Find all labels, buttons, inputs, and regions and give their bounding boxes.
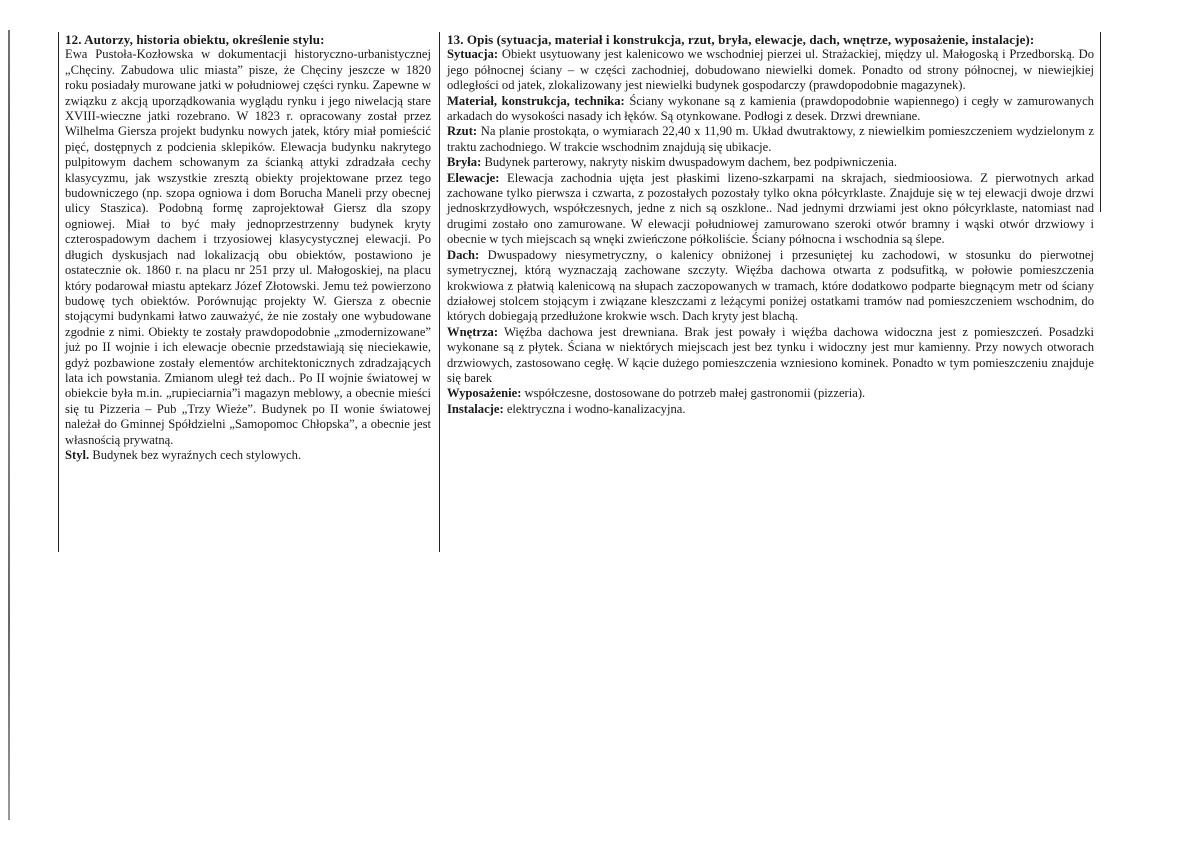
section-12-column [65, 32, 431, 463]
description-item-dach [447, 248, 1094, 325]
style-label: Styl. [65, 447, 90, 462]
item-text: Obiekt usytuowany jest kalenicowo we wschodniej pierzei ul. Strażackiej, między ul. Małogoską i Przedborską. Do jego północnej ściany – w części zachodniej, dobudowano niewielki domek. Ponadto od strony północnej, w niewiejkiej odległości od jatek, zlokalizowany jest niewielki budynek gospodarczy (prawdopodobnie magazynek). [447, 47, 1094, 93]
style-paragraph [65, 448, 431, 463]
style-text: Budynek bez wyraźnych cech stylowych. [92, 447, 302, 462]
section-13-column [447, 32, 1094, 417]
item-text: Elewacja zachodnia ujęta jest płaskimi lizeno-szkarpami na skrajach, siedmioosiowa. Z pierwotnych arkad zachowane tylko pierwsza i czwarta, z pozostałych pozostały tylko okna półcyrklaste. Znajduje się w tej elewacji dwoje drzwi jednoskrzydłowych, współczesnych, jedne z nich są oszklone.. Nad jednymi drzwiami jest okno półcyrklaste, natomiast nad drugimi zostało ono zamurowane. W elewacji południowej zamurowano szeroki otwór bramny i wąski otwór drzwiowy i obecnie w tych miejscach są wnęki zwieńczone półkoliście. Ściany północna i wschodnia są ślepe. [447, 170, 1095, 247]
table-column-divider [439, 32, 440, 552]
description-item-bryla [447, 155, 1094, 170]
table-left-border [58, 32, 59, 552]
section-13-heading: 13. Opis (sytuacja, materiał i konstrukcja, rzut, bryła, elewacje, dach, wnętrze, wyposażenie, instalacje): [447, 32, 1035, 47]
item-label: Instalacje: [447, 401, 504, 416]
description-item-instalacje [447, 402, 1094, 417]
section-12-body: Ewa Pustoła-Kozłowska w dokumentacji historyczno-urbanistycznej „Chęciny. Zabudowa ulic miasta” pisze, że Chęciny jeszcze w 1820 roku posiadały murowane jatki w południowej części rynku. Zapewne w związku z akcją uporządkowania wyglądu rynku i jego niwelacją stare XVIII-wieczne jatki rozebrano. W 1823 r. opracowany został przez Wilhelma Giersza projekt budynku nowych jatek, który miał pomieścić pięć, dostępnych z podcienia sklepików. Elewacja budynku nakrytego pulpitowym dachem schowanym za ścianką attyki zdradzała cechy klasycyzmu, jak wszystkie zresztą obiekty projektowane przez tego budowniczego (np. szopa ogniowa i dom Borucha Maneli przy obecnej ulicy Staszica). Podobną formę zaprojektował Giersz dla szopy ogniowej. Miał to być mały jednoprzestrzenny budynek kryty czterospadowym dachem i trzyosiowej klasycystycznej elewacji. Po długich dyskusjach nad lokalizacją obu obiektów, postawiono je ostatecznie ok. 1860 r. na placu nr 251 przy ul. Małogoskiej, na placu który podarował miastu aptekarz Józef Złotowski. Jemu też powierzono budowę tych obiektów. Porównując projekty W. Giersza z obecnie stojącymi budynkami łatwo zauważyć, że nie zostały one wybudowane zgodnie z nimi. Obiekty te zostały prawdopodobnie „zmodernizowane” już po II wojnie i ich elewacje obecnie przedstawiają się nieciekawie, gdyż pozbawione zostały elementów architektonicznych zdradzających lata ich powstania. Zmianom uległ też dach.. Po II wojnie światowej w obiekcie była m.in. „rupieciarnia”i magazyn meblowy, a obecnie mieści się tu Pizzeria – Pub „Trzy Wieże”. Budynek po II wonie światowej należał do Gminnej Spółdzielni „Samopomoc Chłopska”, a obecnie jest własnością prywatną. [65, 47, 431, 447]
item-label: Bryła: [447, 155, 482, 170]
item-text: elektryczna i wodno-kanalizacyjna. [506, 401, 686, 416]
description-item-material [447, 94, 1094, 125]
item-label: Rzut: [447, 124, 478, 139]
description-item-wyposazenie [447, 386, 1094, 401]
description-item-rzut [447, 124, 1094, 155]
item-text: Więźba dachowa jest drewniana. Brak jest powały i więźba dachowa widoczna jest z pomieszczeń. Posadzki wykonane są z płytek. Ściana w niektórych miejscach jest bez tynku i widoczny jest mur kamienny. Przy nowych otworach drzwiowych, zastosowano cegłę. W kącie dużego pomieszczenia wzniesiono kominek. Ponadto w tym pomieszczeniu znajduje się barek [447, 324, 1094, 385]
item-label: Wyposażenie: [447, 386, 522, 401]
form-table [58, 32, 1101, 552]
item-text: Ściany wykonane są z kamienia (prawdopodobnie wapiennego) i cegły w zamurowanych arkadach do wysokości nasady ich łęków. Są otynkowane. Podłogi z desek. Drzwi drewniane. [447, 93, 1094, 124]
description-item-wnetrza [447, 325, 1094, 387]
item-text: Na planie prostokąta, o wymiarach 22,40 x 11,90 m. Układ dwutraktowy, z niewielkim pomieszczeniem wydzielonym z traktu zachodniego. W trakcie wschodnim znajdują się ubikacje. [447, 124, 1094, 154]
item-label: Sytuacja: [447, 47, 499, 62]
description-item-elewacje [447, 171, 1094, 248]
item-text: Dwuspadowy niesymetryczny, o kalenicy obniżonej i przesuniętej ku zachodowi, w stosunku do pierwotnej symetrycznej, którą wyznaczają zachowane szczyty. Więźba dachowa otwarta z podsufitką, w połowie pomieszczenia krokwiowa z płatwią kalenicową na słupach zaczopowanych w tramach, które dodatkowo podparte biegnącym metr od ściany działowej stolcem stojącym i związane kleszczami z leżącymi poniżej ostatkami tramów nad pomieszczeniem wschodnim, do których dobiegają przedłużone krokwie wsch. Dach kryty jest blachą. [447, 247, 1095, 324]
section-12-heading: 12. Autorzy, historia obiektu, określenie stylu: [65, 32, 325, 47]
item-label: Elewacje: [447, 170, 500, 185]
item-label: Dach: [447, 247, 480, 262]
item-text: Budynek parterowy, nakryty niskim dwuspadowym dachem, bez podpiwniczenia. [484, 155, 898, 170]
item-label: Materiał, konstrukcja, technika: [447, 93, 625, 108]
item-label: Wnętrza: [447, 324, 499, 339]
description-item-sytuacja [447, 47, 1094, 93]
item-text: współczesne, dostosowane do potrzeb małej gastronomii (pizzeria). [524, 386, 866, 401]
scan-edge-mark [8, 30, 10, 820]
table-right-border [1100, 32, 1101, 212]
